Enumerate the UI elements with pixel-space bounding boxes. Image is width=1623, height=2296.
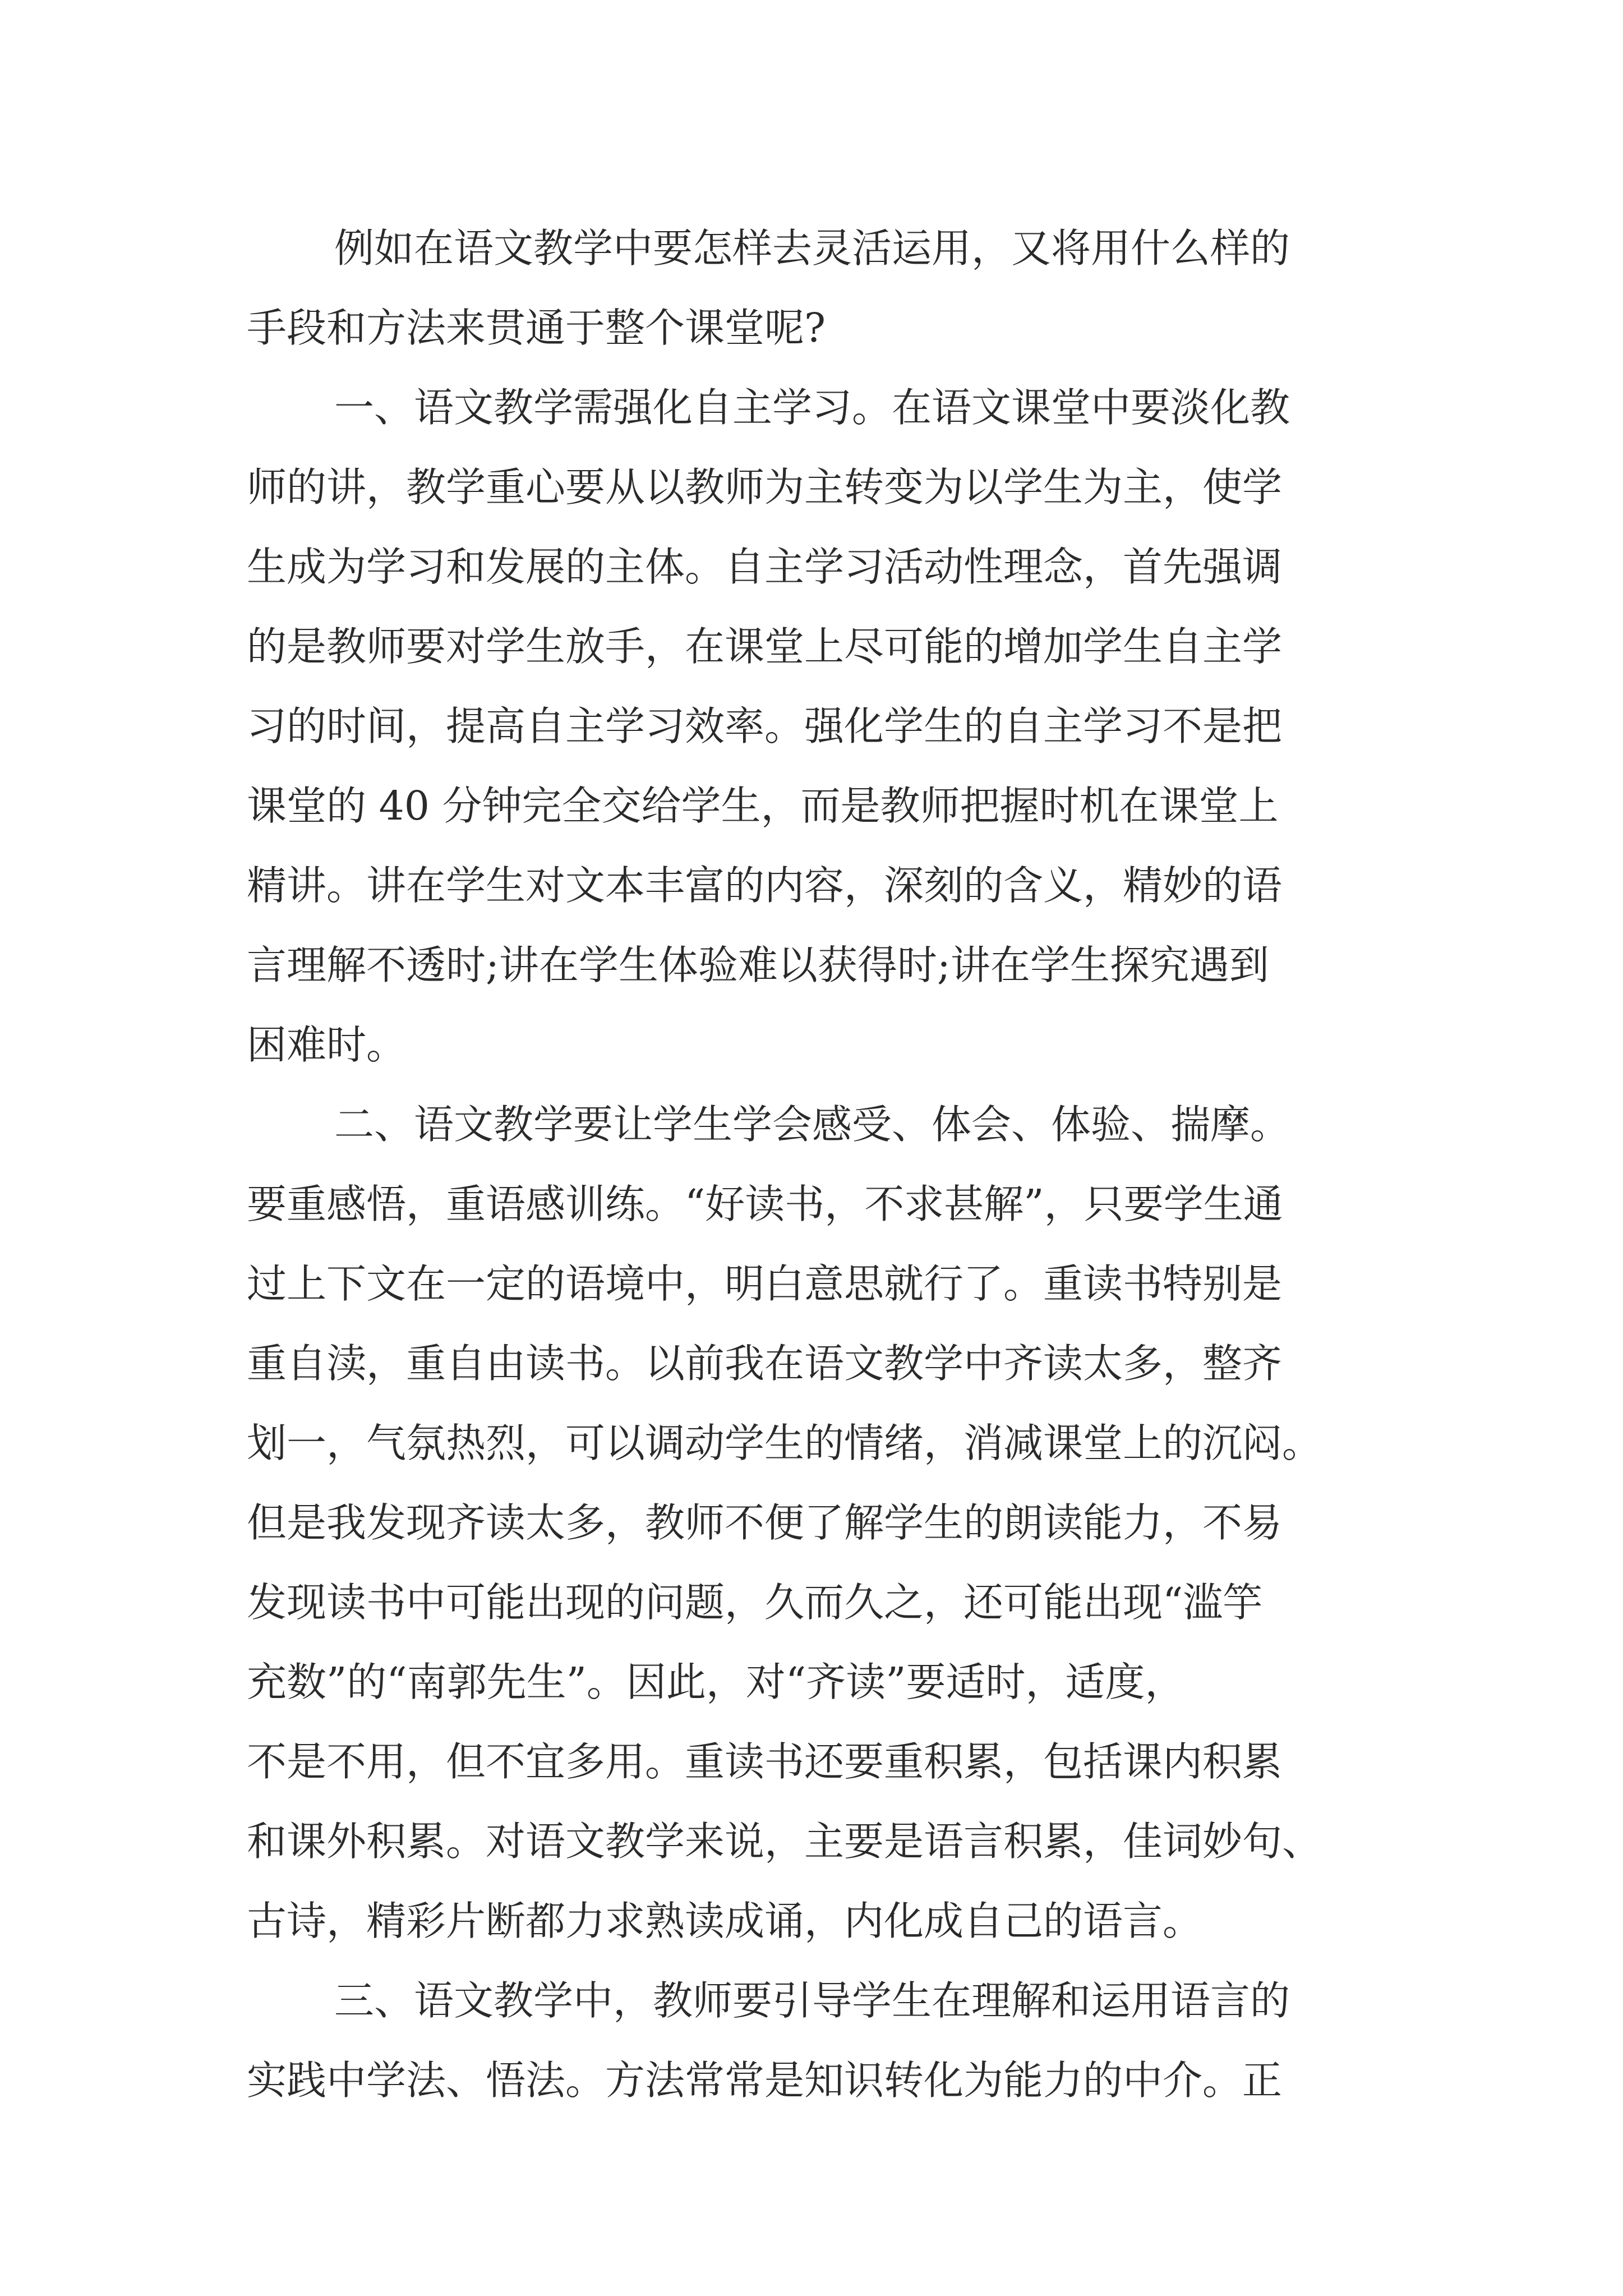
text-line: 师的讲，教学重心要从以教师为主转变为以学生为主，使学 — [247, 464, 1283, 510]
text-line: 精讲。讲在学生对文本丰富的内容，深刻的含义，精妙的语 — [247, 862, 1283, 909]
text-line: 要重感悟，重语感训练。“好读书，不求甚解”，只要学生通 — [247, 1181, 1283, 1227]
text-line: 和课外积累。对语文教学来说，主要是语言积累，佳词妙句、 — [247, 1818, 1322, 1865]
text-line: 二、语文教学要让学生学会感受、体会、体验、揣摩。 — [334, 1101, 1290, 1148]
text-line: 三、语文教学中，教师要引导学生在理解和运用语言的 — [334, 1977, 1290, 2024]
paragraph — [247, 368, 1396, 1085]
text-line: 例如在语文教学中要怎样去灵活运用，又将用什么样的 — [334, 225, 1290, 272]
text-line: 的是教师要对学生放手，在课堂上尽可能的增加学生自主学 — [247, 623, 1283, 670]
text-line: 划一，气氛热烈，可以调动学生的情绪，消减课堂上的沉闷。 — [247, 1420, 1322, 1466]
paragraph — [247, 1961, 1396, 2120]
text-line: 困难时。 — [247, 1022, 407, 1068]
text-line: 言理解不透时;讲在学生体验难以获得时;讲在学生探究遇到 — [247, 942, 1269, 988]
text-line: 不是不用，但不宜多用。重读书还要重积累，包括课内积累 — [247, 1738, 1283, 1785]
paragraph — [247, 209, 1396, 368]
text-line: 充数”的“南郭先生”。因此，对“齐读”要适时，适度， — [247, 1659, 1185, 1705]
text-line: 手段和方法来贯通于整个课堂呢? — [247, 305, 826, 351]
text-line: 重自渎，重自由读书。以前我在语文教学中齐读太多，整齐 — [247, 1340, 1283, 1387]
text-line: 发现读书中可能出现的问题，久而久之，还可能出现“滥竽 — [247, 1579, 1263, 1626]
text-line: 一、语文教学需强化自主学习。在语文课堂中要淡化教 — [334, 384, 1290, 431]
body-text — [247, 209, 1396, 2120]
text-line: 但是我发现齐读太多，教师不便了解学生的朗读能力，不易 — [247, 1499, 1283, 1546]
text-line: 过上下文在一定的语境中，明白意思就行了。重读书特别是 — [247, 1260, 1283, 1307]
text-line: 古诗，精彩片断都力求熟读成诵，内化成自己的语言。 — [247, 1898, 1203, 1944]
text-line: 课堂的 40 分钟完全交给学生，而是教师把握时机在课堂上 — [247, 783, 1279, 829]
text-line: 实践中学法、悟法。方法常常是知识转化为能力的中介。正 — [247, 2057, 1283, 2104]
text-line: 生成为学习和发展的主体。自主学习活动性理念，首先强调 — [247, 544, 1283, 590]
paragraph — [247, 1085, 1396, 1961]
text-line: 习的时间，提高自主学习效率。强化学生的自主学习不是把 — [247, 703, 1283, 749]
